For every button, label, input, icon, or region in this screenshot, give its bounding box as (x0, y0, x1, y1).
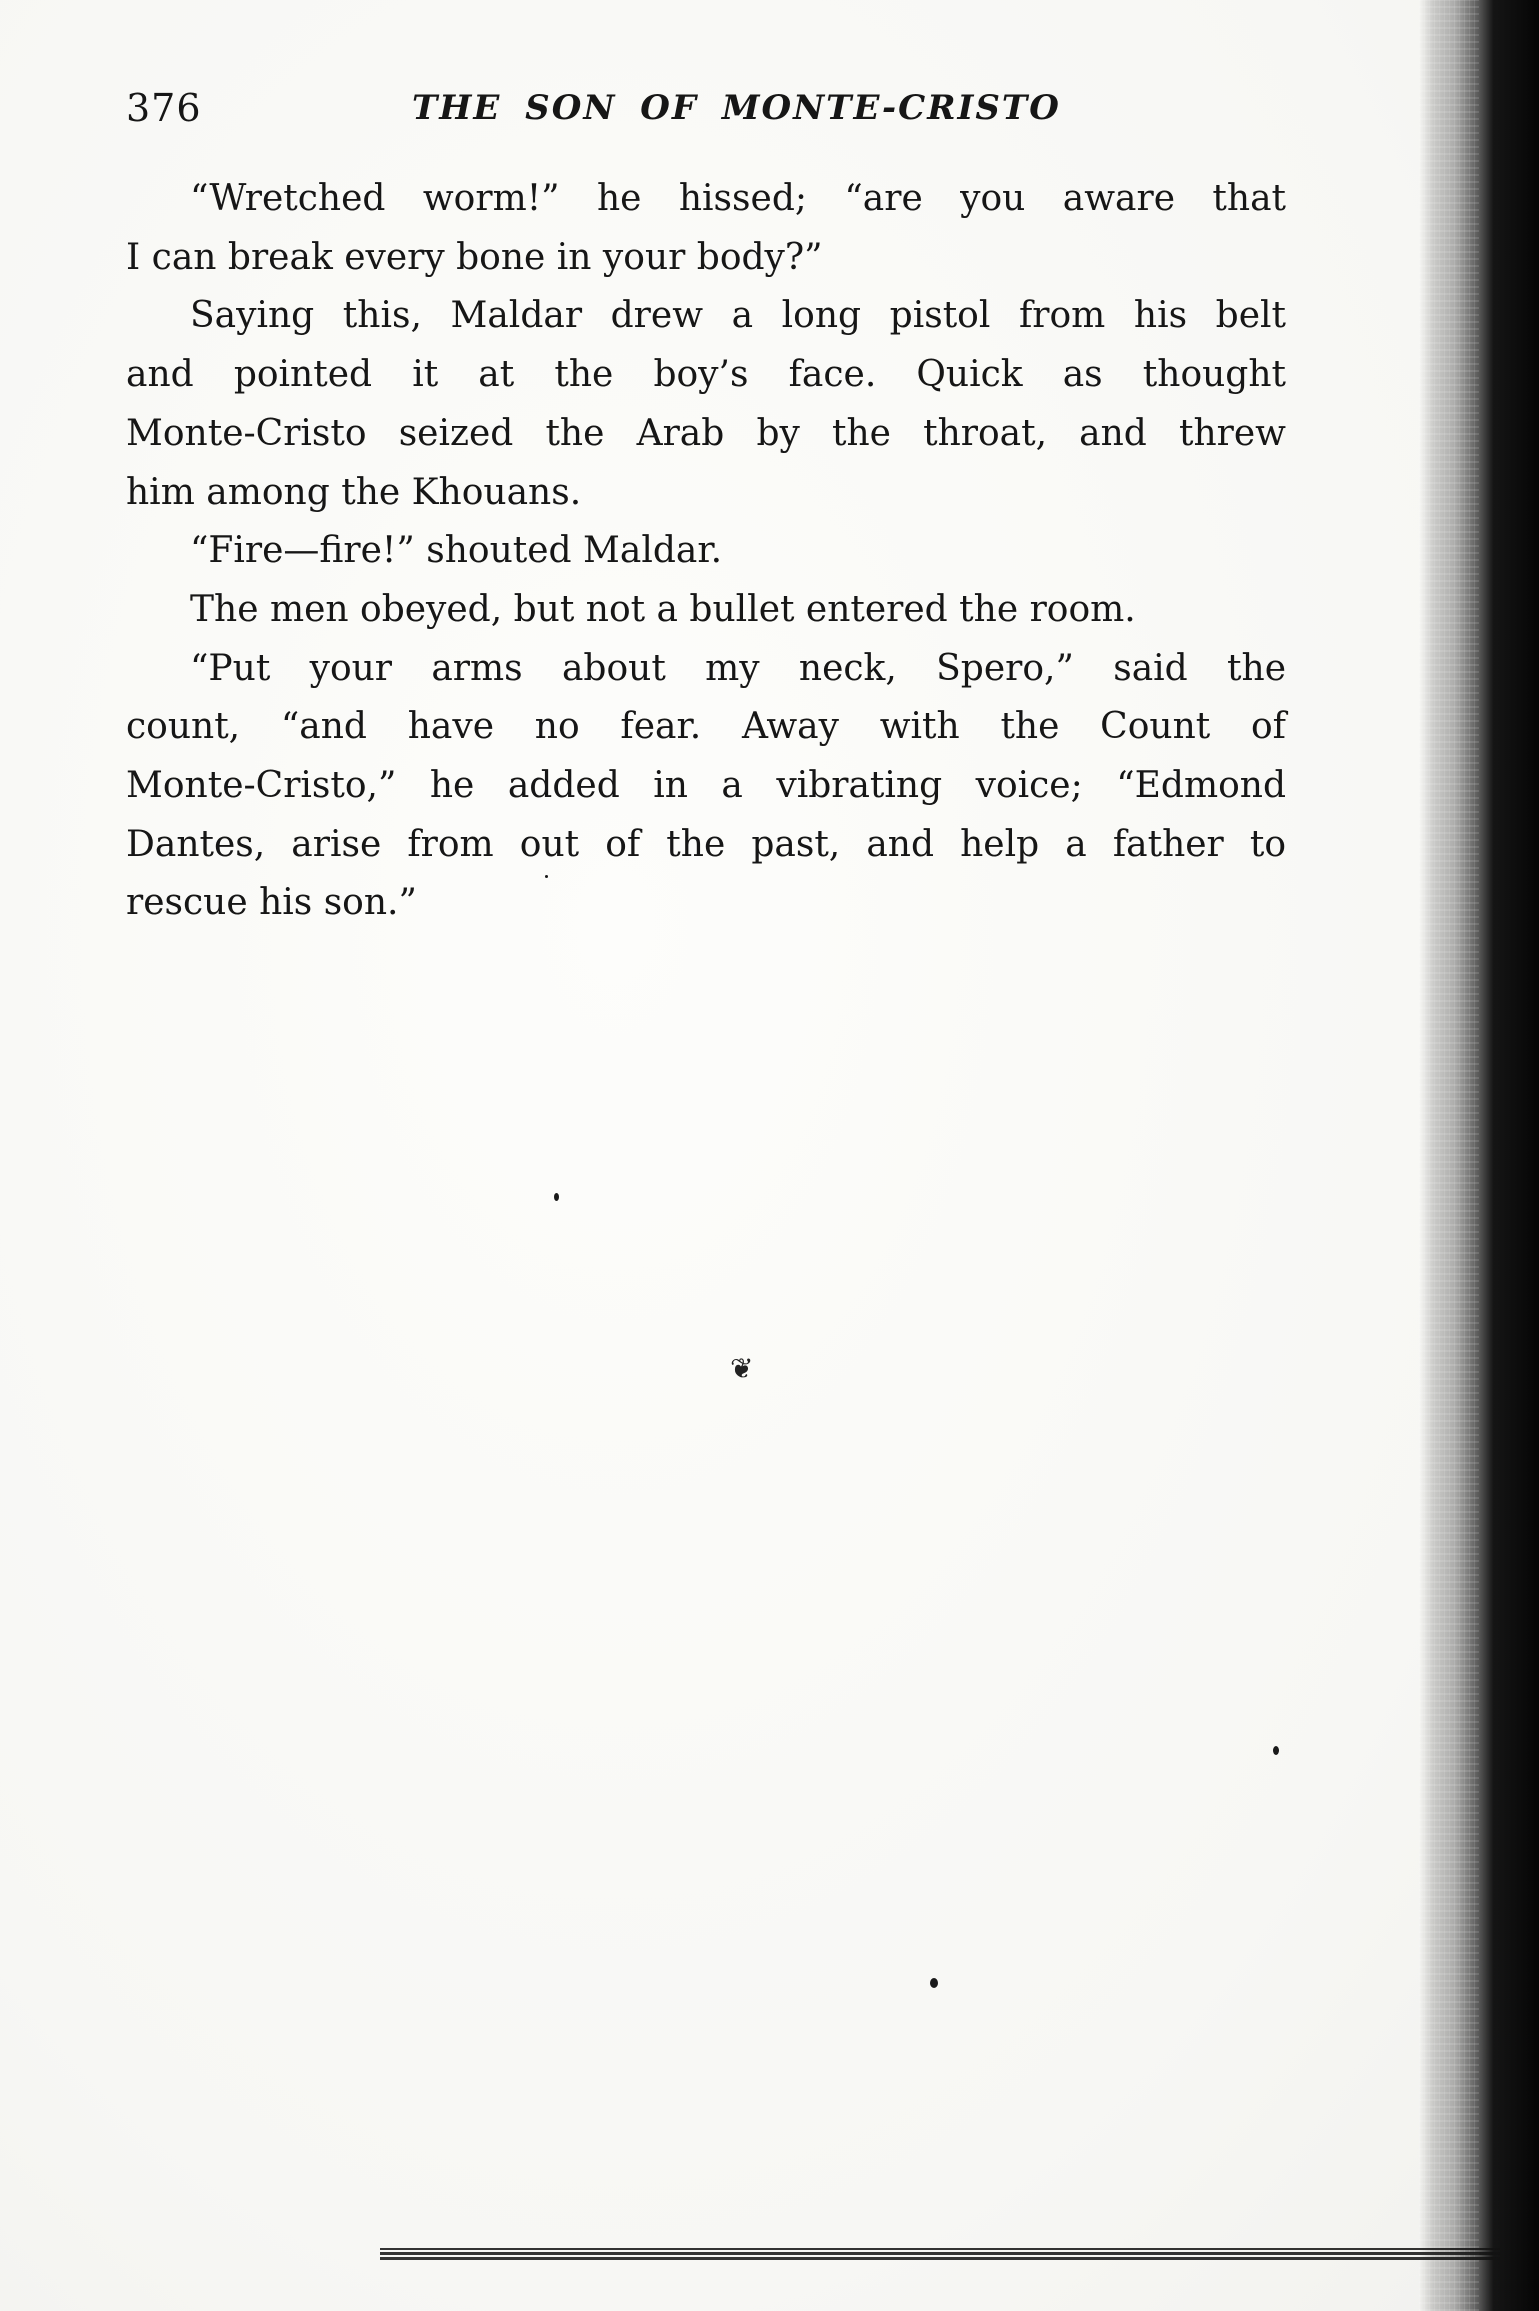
text-line: “Put your arms about my neck, Spero,” said the (190, 647, 1286, 689)
ink-speck (1273, 1746, 1279, 1755)
body-text (126, 170, 1286, 933)
text-line: The men obeyed, but not a bullet entered the room. (190, 588, 1136, 630)
text-line: “Wretched worm!” he hissed; “are you aware that (190, 178, 1286, 219)
text-line: him among the Khouans. (126, 471, 582, 513)
text-line: Monte-Cristo,” he added in a vibrating voice; “Edmond (126, 765, 1286, 807)
ornament-icon: ❦ (730, 1352, 754, 1385)
text-line: and pointed it at the boy’s face. Quick as thought (126, 354, 1286, 396)
text-line: rescue his son.” (126, 882, 417, 924)
binding-texture (1419, 0, 1479, 2311)
text-line: I can break every bone in your body?” (126, 236, 823, 278)
text-line: Dantes, arise from out of the past, and help a father to (126, 823, 1286, 865)
ink-speck (930, 1978, 938, 1988)
text-line: count, “and have no fear. Away with the Count of (126, 706, 1286, 748)
running-head (126, 86, 1286, 136)
running-title: THE SON OF MONTE-CRISTO (412, 88, 1061, 128)
ink-speck (554, 1193, 559, 1201)
page-number: 376 (126, 86, 202, 130)
ink-speck (545, 875, 548, 878)
text-line: Saying this, Maldar drew a long pistol from his belt (190, 295, 1286, 337)
text-line: Monte-Cristo seized the Arab by the throat, and threw (126, 412, 1286, 454)
bottom-rule (380, 2248, 1500, 2260)
text-line: “Fire—fire!” shouted Maldar. (190, 530, 723, 572)
